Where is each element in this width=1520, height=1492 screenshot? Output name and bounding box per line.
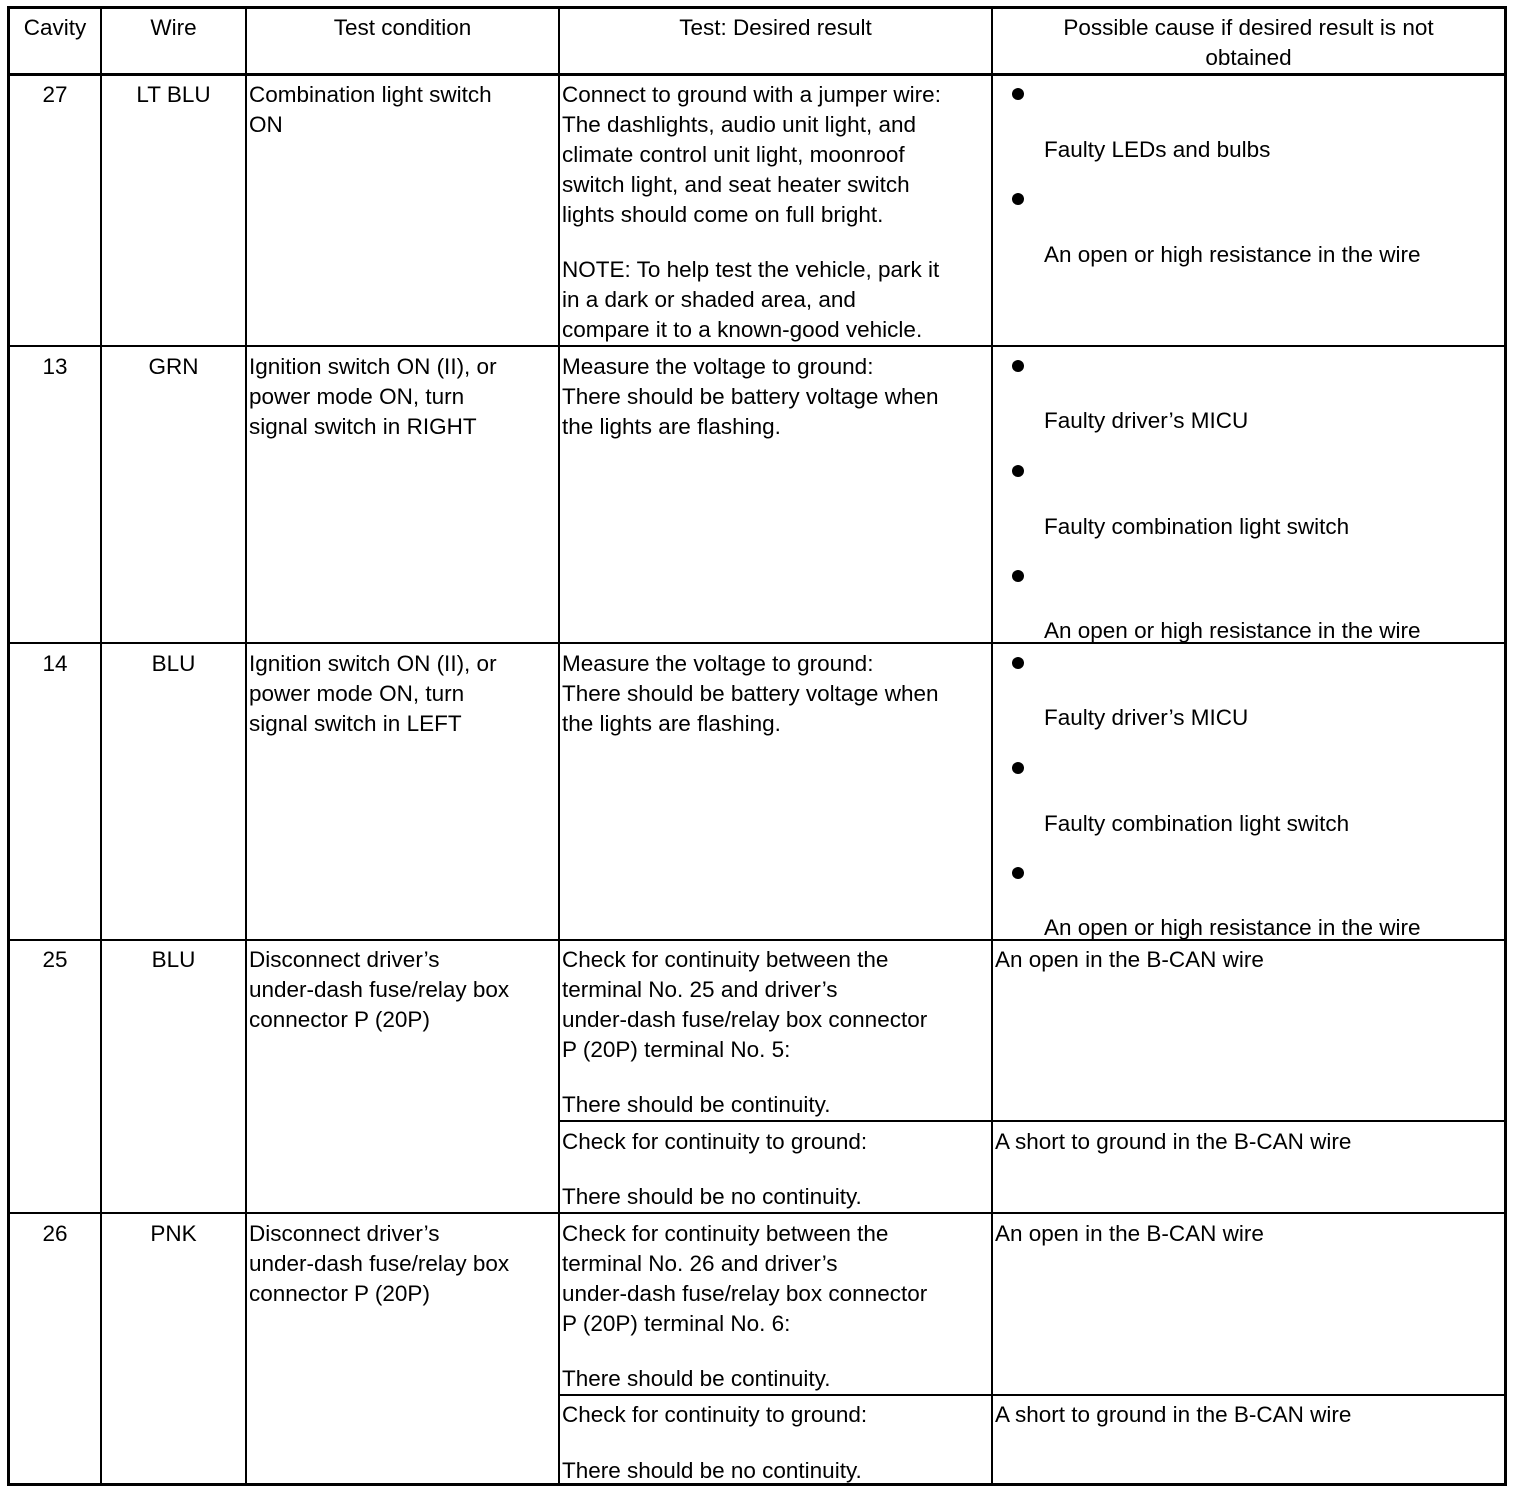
result-line: There should be battery voltage when [562, 681, 939, 706]
cause-item: An open or high resistance in the wire [1044, 915, 1421, 940]
header-wire: Wire [150, 15, 197, 40]
condition-line: under-dash fuse/relay box [249, 977, 510, 1002]
sub-row-divider [558, 1120, 1504, 1122]
result-line: Check for continuity between the [562, 1221, 889, 1246]
condition-line: Disconnect driver’s [249, 1221, 440, 1246]
cause-item: A short to ground in the B-CAN wire [995, 1402, 1352, 1427]
bullet-icon [1012, 88, 1024, 100]
cavity-cell: 14 [42, 651, 68, 676]
result-line: P (20P) terminal No. 6: [562, 1311, 791, 1336]
wire-cell: LT BLU [136, 82, 211, 107]
cause-item: An open in the B-CAN wire [995, 1221, 1264, 1246]
column-divider [100, 9, 102, 1483]
note-line: in a dark or shaded area, and [562, 287, 856, 312]
sub-row-divider [558, 1394, 1504, 1396]
result-line: Measure the voltage to ground: [562, 651, 874, 676]
condition-line: signal switch in RIGHT [249, 414, 477, 439]
result-line: Check for continuity to ground: [562, 1129, 868, 1154]
bullet-icon [1012, 762, 1024, 774]
result-line: the lights are flashing. [562, 711, 781, 736]
column-divider [245, 9, 247, 1483]
condition-line: under-dash fuse/relay box [249, 1251, 510, 1276]
cavity-cell: 26 [42, 1221, 68, 1246]
cause-item: Faulty driver’s MICU [1044, 705, 1249, 730]
cavity-cell: 27 [42, 82, 68, 107]
note-line: NOTE: To help test the vehicle, park it [562, 257, 940, 282]
result-line: Check for continuity to ground: [562, 1402, 868, 1427]
result-line: terminal No. 26 and driver’s [562, 1251, 838, 1276]
result-line: P (20P) terminal No. 5: [562, 1037, 791, 1062]
cause-item: An open or high resistance in the wire [1044, 242, 1421, 267]
column-divider [558, 9, 560, 1483]
result-line: switch light, and seat heater switch [562, 172, 910, 197]
condition-line: ON [249, 112, 283, 137]
header-cavity: Cavity [23, 15, 87, 40]
wire-cell: GRN [148, 354, 199, 379]
bullet-icon [1012, 570, 1024, 582]
result-line: the lights are flashing. [562, 414, 781, 439]
cause-item: An open or high resistance in the wire [1044, 618, 1421, 643]
condition-line: connector P (20P) [249, 1281, 430, 1306]
wire-cell: PNK [150, 1221, 197, 1246]
bullet-icon [1012, 360, 1024, 372]
bullet-icon [1012, 193, 1024, 205]
expected-line: There should be continuity. [562, 1092, 831, 1117]
condition-line: Combination light switch [249, 82, 492, 107]
cavity-cell: 25 [42, 947, 68, 972]
row-divider [10, 1212, 1504, 1214]
result-line: Connect to ground with a jumper wire: [562, 82, 941, 107]
bullet-icon [1012, 867, 1024, 879]
result-line: The dashlights, audio unit light, and [562, 112, 916, 137]
bullet-icon [1012, 657, 1024, 669]
bullet-icon [1012, 465, 1024, 477]
cavity-cell: 13 [42, 354, 68, 379]
condition-line: signal switch in LEFT [249, 711, 462, 736]
column-divider [991, 9, 993, 1483]
result-line: Measure the voltage to ground: [562, 354, 874, 379]
header-desired-result: Test: Desired result [679, 15, 872, 40]
condition-line: power mode ON, turn [249, 681, 465, 706]
wire-cell: BLU [151, 651, 196, 676]
condition-line: Ignition switch ON (II), or [249, 651, 497, 676]
result-line: lights should come on full bright. [562, 202, 884, 227]
cause-item: A short to ground in the B-CAN wire [995, 1129, 1352, 1154]
result-line: Check for continuity between the [562, 947, 889, 972]
result-line: under-dash fuse/relay box connector [562, 1007, 928, 1032]
expected-line: There should be continuity. [562, 1366, 831, 1391]
condition-line: connector P (20P) [249, 1007, 430, 1032]
cause-item: Faulty combination light switch [1044, 514, 1350, 539]
expected-line: There should be no continuity. [562, 1458, 862, 1483]
condition-line: Ignition switch ON (II), or [249, 354, 497, 379]
result-line: under-dash fuse/relay box connector [562, 1281, 928, 1306]
result-line: terminal No. 25 and driver’s [562, 977, 838, 1002]
cause-item: Faulty LEDs and bulbs [1044, 137, 1271, 162]
header-possible-cause: Possible cause if desired result is not [1063, 15, 1434, 40]
result-line: climate control unit light, moonroof [562, 142, 905, 167]
cause-item: An open in the B-CAN wire [995, 947, 1264, 972]
row-divider [10, 345, 1504, 347]
cause-item: Faulty combination light switch [1044, 811, 1350, 836]
condition-line: Disconnect driver’s [249, 947, 440, 972]
header-possible-cause: obtained [1205, 45, 1292, 70]
header-divider [10, 73, 1504, 76]
result-line: There should be battery voltage when [562, 384, 939, 409]
expected-line: There should be no continuity. [562, 1184, 862, 1209]
condition-line: power mode ON, turn [249, 384, 465, 409]
note-line: compare it to a known-good vehicle. [562, 317, 923, 342]
wire-cell: BLU [151, 947, 196, 972]
test-table [7, 6, 1507, 1486]
cause-item: Faulty driver’s MICU [1044, 408, 1249, 433]
header-test-condition: Test condition [333, 15, 472, 40]
